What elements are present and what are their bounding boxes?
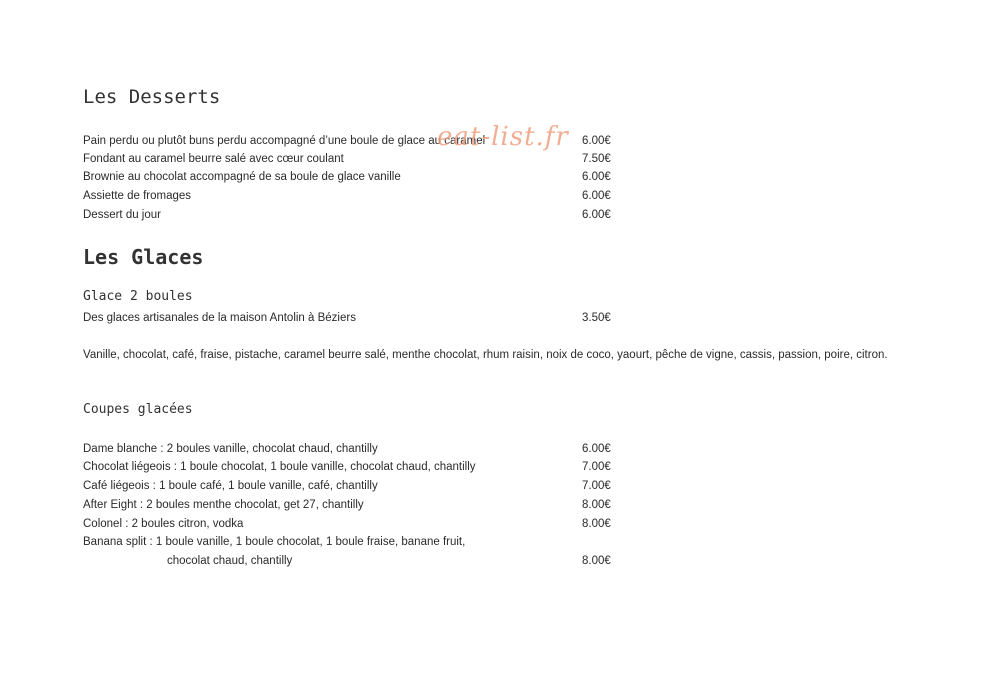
watermark: eat-list.fr xyxy=(437,122,569,152)
dessert-item xyxy=(83,168,623,186)
glace-label: Des glaces artisanales de la maison Antolin à Béziers xyxy=(83,312,356,324)
coupe-price: 6.00€ xyxy=(582,443,611,455)
coupe-item xyxy=(83,496,623,514)
coupe-price: 7.00€ xyxy=(582,461,611,473)
flavors-list: Vanille, chocolat, café, fraise, pistache, caramel beurre salé, menthe chocolat, rhum raisin, noix de coco, yaourt, pêche de vigne, cassis, passion, poire, citron. xyxy=(83,349,888,361)
desserts-title: Les Desserts xyxy=(83,86,221,108)
coupe-label: Café liégeois : 1 boule café, 1 boule vanille, café, chantilly xyxy=(83,480,378,492)
dessert-label: Assiette de fromages xyxy=(83,190,192,202)
coupe-price: 8.00€ xyxy=(582,518,611,530)
coupe-price: 8.00€ xyxy=(582,555,611,567)
dessert-item xyxy=(83,150,623,168)
dessert-price: 6.00€ xyxy=(582,190,611,202)
coupe-label: After Eight : 2 boules menthe chocolat, get 27, chantilly xyxy=(83,499,364,511)
coupe-label: Chocolat liégeois : 1 boule chocolat, 1 boule vanille, chocolat chaud, chantilly xyxy=(83,461,476,473)
coupe-label: Dame blanche : 2 boules vanille, chocolat chaud, chantilly xyxy=(83,443,378,455)
dessert-label: Pain perdu ou plutôt buns perdu accompagné d’une boule de glace au caramel xyxy=(83,135,486,147)
dessert-price: 6.00€ xyxy=(582,209,611,221)
coupe-label: Colonel : 2 boules citron, vodka xyxy=(83,518,244,530)
coupe-item-banana-line2 xyxy=(83,552,623,570)
coupes-title: Coupes glacées xyxy=(83,402,193,417)
coupe-item xyxy=(83,515,623,533)
dessert-item xyxy=(83,187,623,205)
dessert-price: 6.00€ xyxy=(582,171,611,183)
coupe-item xyxy=(83,440,623,458)
coupe-item xyxy=(83,458,623,476)
coupe-price: 7.00€ xyxy=(582,480,611,492)
glace-price: 3.50€ xyxy=(582,312,611,324)
dessert-label: Fondant au caramel beurre salé avec cœur coulant xyxy=(83,153,344,165)
coupe-label-continued: chocolat chaud, chantilly xyxy=(167,555,293,567)
glace-item xyxy=(83,309,623,327)
coupe-label: Banana split : 1 boule vanille, 1 boule chocolat, 1 boule fraise, banane fruit, xyxy=(83,536,466,548)
coupe-item xyxy=(83,477,623,495)
coupe-price: 8.00€ xyxy=(582,499,611,511)
glace-2-boules-title: Glace 2 boules xyxy=(83,289,193,304)
dessert-item xyxy=(83,206,623,224)
dessert-label: Dessert du jour xyxy=(83,209,161,221)
glaces-title: Les Glaces xyxy=(83,245,204,269)
dessert-label: Brownie au chocolat accompagné de sa boule de glace vanille xyxy=(83,171,401,183)
dessert-price: 6.00€ xyxy=(582,135,611,147)
dessert-price: 7.50€ xyxy=(582,153,611,165)
coupe-item-banana-line1 xyxy=(83,533,623,551)
